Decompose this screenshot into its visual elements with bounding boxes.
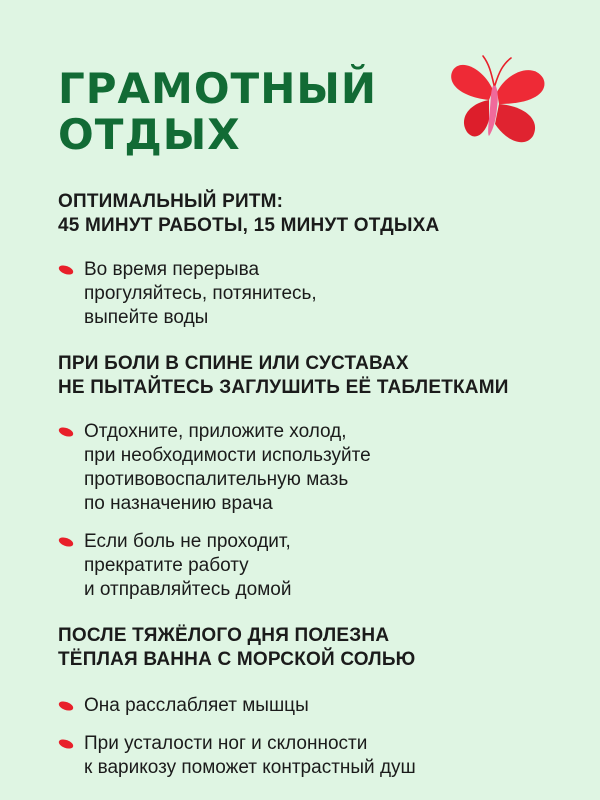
heading-line: ПРИ БОЛИ В СПИНЕ ИЛИ СУСТАВАХ xyxy=(58,353,409,374)
bullet-line: противовоспалительную мазь xyxy=(84,469,349,490)
heading-line: 45 МИНУТ РАБОТЫ, 15 МИНУТ ОТДЫХА xyxy=(58,215,440,236)
page-title xyxy=(58,66,418,158)
red-petal-bullet-icon xyxy=(58,265,74,275)
list-item xyxy=(58,530,578,602)
bullet-line: Если боль не проходит, xyxy=(84,531,291,552)
section-heading xyxy=(58,624,578,672)
bullet-list xyxy=(58,694,578,780)
bullet-list xyxy=(58,258,578,330)
red-petal-bullet-icon xyxy=(58,537,74,547)
bullet-line: Она расслабляет мышцы xyxy=(84,695,309,716)
bullet-line: прекратите работу xyxy=(84,555,249,576)
content xyxy=(58,190,578,780)
section-back-pain xyxy=(58,352,578,602)
list-item xyxy=(58,420,578,516)
bullet-line: к варикозу поможет контрастный душ xyxy=(84,757,416,778)
title-line-2: ОТДЫХ xyxy=(58,110,241,159)
red-petal-bullet-icon xyxy=(58,701,74,711)
bullet-line: по назначению врача xyxy=(84,493,273,514)
heading-line: ПОСЛЕ ТЯЖЁЛОГО ДНЯ ПОЛЕЗНА xyxy=(58,625,390,646)
heading-line: ОПТИМАЛЬНЫЙ РИТМ: xyxy=(58,191,284,212)
bullet-line: прогуляйтесь, потянитесь, xyxy=(84,283,317,304)
heading-line: ТЁПЛАЯ ВАННА С МОРСКОЙ СОЛЬЮ xyxy=(58,649,416,670)
section-heading xyxy=(58,352,578,400)
list-item xyxy=(58,694,578,718)
list-item xyxy=(58,258,578,330)
heading-line: НЕ ПЫТАЙТЕСЬ ЗАГЛУШИТЬ ЕЁ ТАБЛЕТКАМИ xyxy=(58,377,509,398)
red-petal-bullet-icon xyxy=(58,739,74,749)
section-bath xyxy=(58,624,578,780)
section-rhythm xyxy=(58,190,578,330)
red-petal-bullet-icon xyxy=(58,427,74,437)
bullet-line: Отдохните, приложите холод, xyxy=(84,421,347,442)
bullet-line: выпейте воды xyxy=(84,307,209,328)
bullet-line: Во время перерыва xyxy=(84,259,260,280)
bullet-line: при необходимости используйте xyxy=(84,445,371,466)
list-item xyxy=(58,732,578,780)
bullet-list xyxy=(58,420,578,602)
butterfly-icon xyxy=(445,50,550,150)
title-line-1: ГРАМОТНЫЙ xyxy=(58,64,378,113)
section-heading xyxy=(58,190,578,238)
bullet-line: и отправляйтесь домой xyxy=(84,579,292,600)
bullet-line: При усталости ног и склонности xyxy=(84,733,368,754)
